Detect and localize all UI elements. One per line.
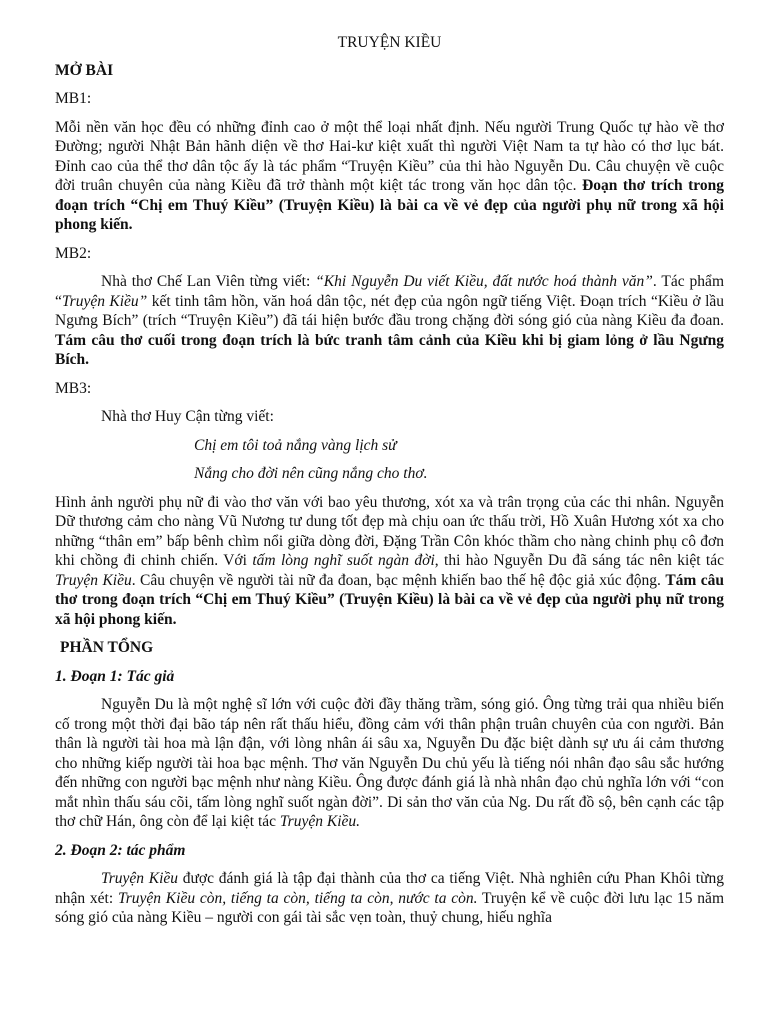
mb3-paragraph <box>55 493 724 630</box>
mb3-label: MB3: <box>55 379 92 397</box>
than-bai-heading: PHẦN TỔNG <box>60 639 154 656</box>
section-1-paragraph <box>55 695 724 832</box>
section-2-paragraph <box>55 869 724 928</box>
mb3-italic-1: tấm lòng nghĩ suốt ngàn đời <box>252 552 435 569</box>
mb2-quote-2: Truyện Kiều” <box>61 292 148 310</box>
section-2-text-2: Truyện kể về cuộc đời lưu lạc 15 năm sóng gió của nàng Kiều – người con gái tài sắc vẹn toàn, thuỷ chung, hiếu nghĩa <box>55 889 724 926</box>
mb1-bold-text: Đoạn thơ trích trong đoạn trích “Chị em Thuý Kiều” (Truyện Kiều) là bài ca về vẻ đẹp của người phụ nữ trong xã hội phong kiến. <box>55 177 725 233</box>
mb1-paragraph <box>55 118 724 235</box>
mb1-text: Mỗi nền văn học đều có những đỉnh cao ở một thể loại nhất định. Nếu người Trung Quốc tự hào về thơ Đường; người Nhật Bản hãnh diện về thơ Hai-kư kiệt xuất thì người Việt Nam ta tự hào có thơ lục bát. Đỉnh cao của thể thơ dân tộc ấy là tác phẩm “Truyện Kiều” của thi hào Nguyễn Du. Câu chuyện về cuộc đời truân chuyên của nàng Kiều đã trở thành một kiệt tác trong văn học dân tộc. <box>55 118 724 194</box>
mb3-italic-2: Truyện Kiều <box>55 571 132 589</box>
mb3-bold-text: Tám câu thơ trong đoạn trích “Chị em Thuý Kiều” (Truyện Kiều) là bài ca về vẻ đẹp của người phụ nữ trong xã hội phong kiến. <box>55 571 725 628</box>
mb2-bold-text: Tám câu thơ cuối trong đoạn trích là bức tranh tâm cảnh của Kiều khi bị giam lỏng ở lầu Ngưng Bích. <box>55 331 724 368</box>
mb2-quote-1: “Khi Nguyễn Du viết Kiều, đất nước hoá thành văn” <box>315 273 653 290</box>
mb3-text-3: . Câu chuyện về người tài nữ đa đoan, bạc mệnh khiến bao thế hệ độc giả xúc động. <box>131 571 666 589</box>
section-2-heading: 2. Đoạn 2: tác phẩm <box>55 841 186 859</box>
mb3-text-2: , thi hào Nguyễn Du đã sáng tác nên kiệt tác <box>434 552 724 569</box>
mb1-label: MB1: <box>55 90 92 107</box>
mb2-text-1: Nhà thơ Chế Lan Viên từng viết: <box>101 273 316 290</box>
section-2-italic-2: Truyện Kiều còn, tiếng ta còn, tiếng ta còn, nước ta còn. <box>117 889 478 907</box>
section-2-text-1: được đánh giá là tập đại thành của thơ ca tiếng Việt. Nhà nghiên cứu Phan Khôi từng nhận xét: <box>55 870 724 907</box>
mb3-verse-2: Nắng cho đời nên cũng nắng cho thơ. <box>194 465 428 482</box>
section-1-italic-end: Truyện Kiều. <box>279 813 361 830</box>
mb3-verse-1: Chị em tôi toả nắng vàng lịch sử <box>194 436 397 454</box>
section-2-italic-1: Truyện Kiều <box>101 870 179 887</box>
mb2-text-2: . Tác phẩm “ <box>55 273 724 310</box>
mo-bai-heading: MỞ BÀI <box>55 61 114 79</box>
document-title: TRUYỆN KIỀU <box>337 34 442 51</box>
section-1-heading: 1. Đoạn 1: Tác giả <box>55 667 175 685</box>
section-1-text: Nguyễn Du là một nghệ sĩ lớn với cuộc đời đầy thăng trầm, sóng gió. Ông từng trải qua nhiều biến cố trong một thời đại bão táp nên rất thấu hiểu, đồng cảm với thân phận truân chuyên của con người. Bản thân là người tài hoa mà lận đận, với lòng nhân ái sâu xa, Nguyễn Du đặc biệt dành sự ưu ái cảm thương cho những kiếp người tài hoa bạc mệnh. Thơ văn Nguyễn Du chủ yếu là tiếng nói nhân đạo sâu sắc hướng đến những con người bạc mệnh như nàng Kiều. Ông được đánh giá là nhà nhân đạo chủ nghĩa lớn với “con mắt nhìn thấu sáu cõi, tấm lòng nghĩ suốt ngàn đời”. Di sản thơ văn của Ng. Du rất đồ sộ, bên cạnh các tập thơ chữ Hán, ông còn để lại kiệt tác <box>55 696 724 830</box>
mb3-text-1: Hình ảnh người phụ nữ đi vào thơ văn với bao yêu thương, xót xa và trân trọng của các thi nhân. Nguyễn Dữ thương cảm cho nàng Vũ Nương tư dung tốt đẹp mà chịu oan ức thấu trời, Hồ Xuân Hương xót xa cho những “thân em” bấp bênh chìm nổi giữa dòng đời, Đặng Trần Côn khóc thầm cho nàng chinh phụ cô đơn khi chồng đi chinh chiến. Với <box>55 493 724 569</box>
mb3-intro: Nhà thơ Huy Cận từng viết: <box>101 408 274 425</box>
mb2-paragraph <box>55 272 724 370</box>
mb2-label: MB2: <box>55 244 92 262</box>
mb2-text-3: kết tinh tâm hồn, văn hoá dân tộc, nét đẹp của ngôn ngữ tiếng Việt. Đoạn trích “Kiều ở lầu Ngưng Bích” (trích “Truyện Kiều”) đã tái hiện bước đầu trong chặng đời sóng gió của nàng Kiều đa đoan. <box>55 292 725 329</box>
